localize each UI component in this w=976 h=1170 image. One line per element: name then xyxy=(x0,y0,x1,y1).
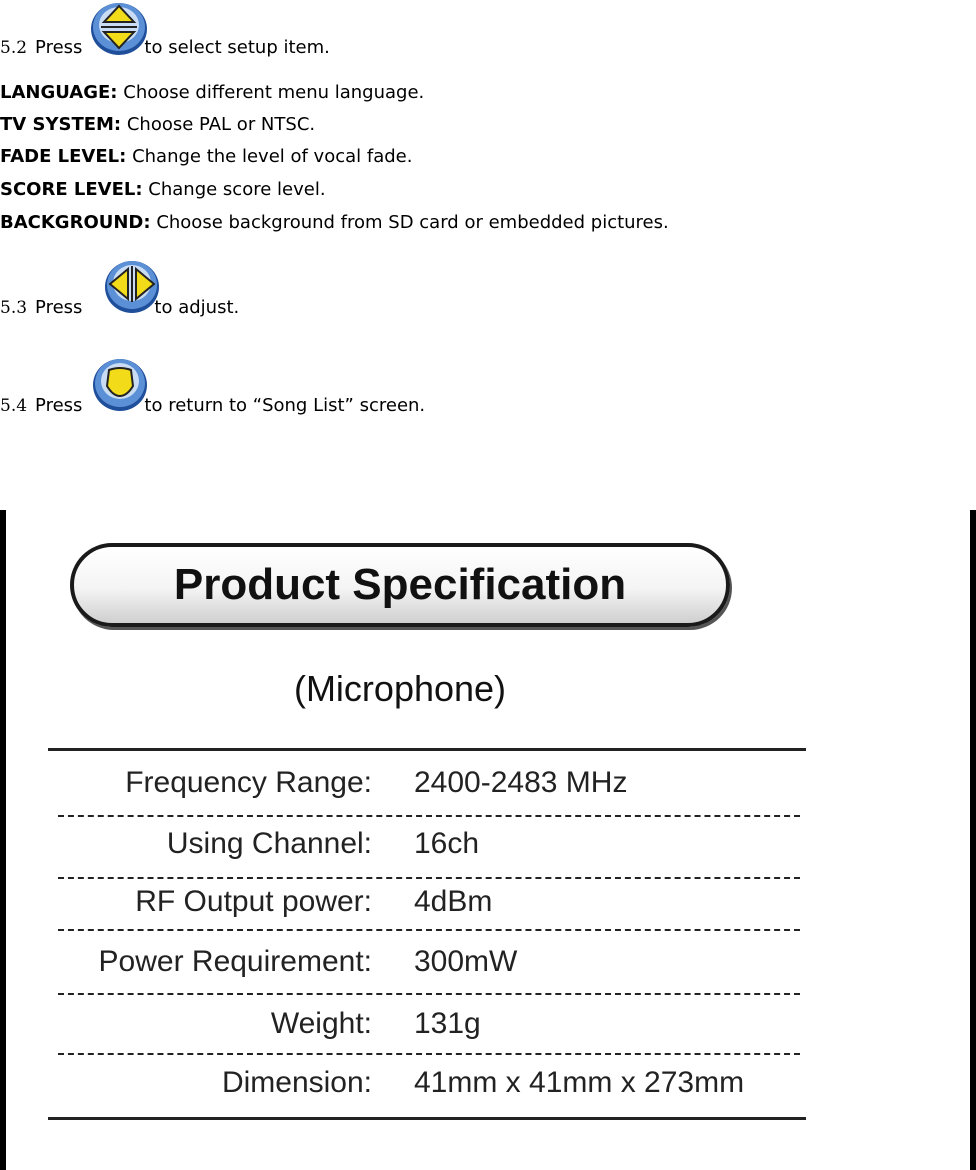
spec-value-weight: 131g xyxy=(414,1007,481,1040)
def-desc: Choose different menu language. xyxy=(123,82,425,103)
def-background xyxy=(0,212,669,233)
def-term: SCORE LEVEL: xyxy=(0,179,143,200)
def-score-level xyxy=(0,179,326,200)
def-tv-system xyxy=(0,114,315,135)
spec-label-weight: Weight: xyxy=(270,1007,372,1040)
frame-right-border xyxy=(970,510,976,1170)
step-5-4 xyxy=(0,395,425,416)
step-number: 5.3 xyxy=(0,298,28,318)
spec-label-rf-output: RF Output power: xyxy=(135,885,372,918)
spec-value-dimension: 41mm x 41mm x 273mm xyxy=(414,1066,745,1099)
step-pre-text: Press xyxy=(35,297,83,318)
def-desc: Choose background from SD card or embedded pictures. xyxy=(156,212,669,233)
step-pre-text: Press xyxy=(35,395,83,416)
row-divider xyxy=(58,1053,800,1055)
step-post-text: to adjust. xyxy=(154,297,240,318)
table-top-rule xyxy=(48,748,806,751)
row-divider xyxy=(58,877,800,879)
step-post-text: to select setup item. xyxy=(144,37,330,58)
frame-left-border xyxy=(0,510,6,1170)
up-down-button-icon xyxy=(89,0,149,56)
spec-value-channel: 16ch xyxy=(414,827,480,860)
spec-title-banner xyxy=(70,543,730,627)
row-divider xyxy=(58,993,800,995)
spec-title: Product Specification xyxy=(173,560,627,609)
enter-button-icon xyxy=(91,356,149,412)
def-desc: Change the level of vocal fade. xyxy=(132,146,413,167)
spec-value-power: 300mW xyxy=(414,945,518,978)
step-number: 5.2 xyxy=(0,38,28,58)
def-term: FADE LEVEL: xyxy=(0,146,127,167)
step-pre-text: Press xyxy=(35,37,83,58)
left-right-button-icon xyxy=(103,258,161,314)
spec-label-dimension: Dimension: xyxy=(221,1066,372,1099)
def-term: TV SYSTEM: xyxy=(0,114,122,135)
spec-value-frequency: 2400-2483 MHz xyxy=(414,766,628,799)
step-post-text: to return to “Song List” screen. xyxy=(144,395,426,416)
step-5-2 xyxy=(0,37,330,58)
def-fade-level xyxy=(0,146,412,167)
spec-label-frequency: Frequency Range: xyxy=(125,766,372,799)
def-desc: Change score level. xyxy=(148,179,326,200)
spec-value-rf-output: 4dBm xyxy=(414,885,493,918)
def-term: BACKGROUND: xyxy=(0,212,151,233)
def-desc: Choose PAL or NTSC. xyxy=(126,114,316,135)
step-number: 5.4 xyxy=(0,396,28,416)
def-language xyxy=(0,82,424,103)
row-divider xyxy=(58,815,800,817)
def-term: LANGUAGE: xyxy=(0,82,118,103)
spec-subtitle: (Microphone) xyxy=(293,668,507,709)
spec-label-channel: Using Channel: xyxy=(166,827,372,860)
spec-label-power: Power Requirement: xyxy=(98,945,372,978)
row-divider xyxy=(58,929,800,931)
table-bottom-rule xyxy=(48,1117,806,1120)
